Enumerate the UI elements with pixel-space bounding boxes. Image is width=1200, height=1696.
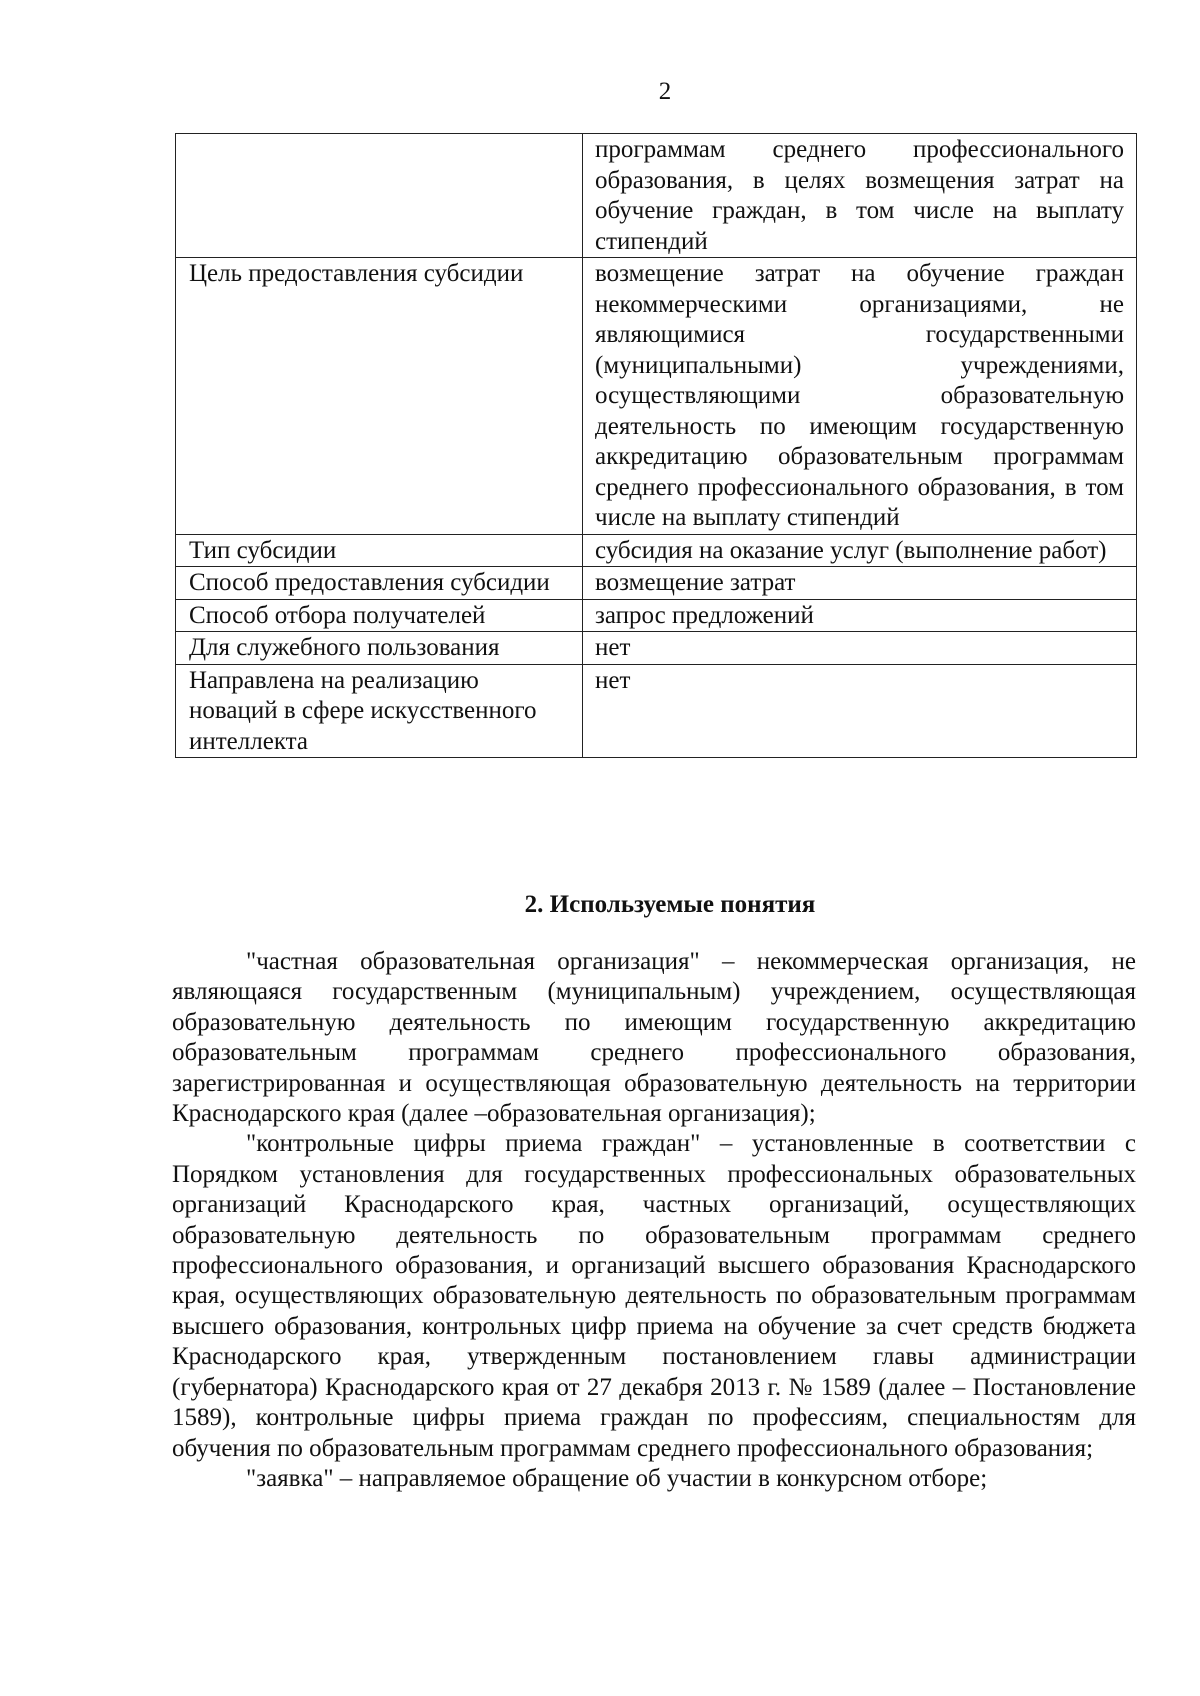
row-label: Цель предоставления субсидии <box>176 258 583 535</box>
section-heading: 2. Используемые понятия <box>524 891 816 918</box>
row-label: Для служебного пользования <box>176 632 583 665</box>
row-value: нет <box>583 664 1137 758</box>
table-row <box>176 632 1137 665</box>
page-number: 2 <box>658 78 672 105</box>
row-label: Способ отбора получателей <box>176 599 583 632</box>
subsidy-info-table <box>175 133 1137 758</box>
table-row <box>176 258 1137 535</box>
definitions-text <box>172 947 1136 1494</box>
row-value: субсидия на оказание услуг (выполнение работ) <box>583 534 1137 567</box>
row-value: возмещение затрат <box>583 567 1137 600</box>
table-row <box>176 599 1137 632</box>
row-value: нет <box>583 632 1137 665</box>
row-label: Тип субсидии <box>176 534 583 567</box>
table-row <box>176 534 1137 567</box>
paragraph: "частная образовательная организация" – некоммерческая организация, не являющаяся государственным (муниципальным) учреждением, осуществляющая образовательную деятельность по имеющим государственную аккредитацию образовательным программам среднего профессионального образования, зарегистрированная и осуществляющая образовательную деятельность на территории Краснодарского края (далее –образовательная организация); <box>172 948 1136 1128</box>
table-row <box>176 134 1137 258</box>
row-label: Направлена на реализацию новаций в сфере искусственного интеллекта <box>176 664 583 758</box>
paragraph: "контрольные цифры приема граждан" – установленные в соответствии с Порядком установления для государственных профессиональных образовательных организаций Краснодарского края, частных организаций, осуществляющих образовательную деятельность по образовательным программам среднего профессионального образования, и организаций высшего образования Краснодарского края, осуществляющих образовательную деятельность по образовательным программам высшего образования, контрольных цифр приема на обучение за счет средств бюджета Краснодарского края, утвержденным постановлением главы администрации (губернатора) Краснодарского края от 27 декабря 2013 г. № 1589 (далее – Постановление 1589), контрольные цифры приема граждан по профессиям, специальностям для обучения по образовательным программам среднего профессионального образования; <box>172 1130 1136 1462</box>
table-row <box>176 664 1137 758</box>
row-value: запрос предложений <box>583 599 1137 632</box>
row-label: Способ предоставления субсидии <box>176 567 583 600</box>
table-row <box>176 567 1137 600</box>
paragraph: "заявка" – направляемое обращение об участии в конкурсном отборе; <box>246 1464 988 1492</box>
row-value: программам среднего профессионального образования, в целях возмещения затрат на обучение граждан, в том числе на выплату стипендий <box>583 134 1137 258</box>
row-label <box>176 134 583 258</box>
row-value: возмещение затрат на обучение граждан некоммерческими организациями, не являющимися государственными (муниципальными) учреждениями, осуществляющими образовательную деятельность по имеющим государственную аккредитацию образовательным программам среднего профессионального образования, в том числе на выплату стипендий <box>583 258 1137 535</box>
